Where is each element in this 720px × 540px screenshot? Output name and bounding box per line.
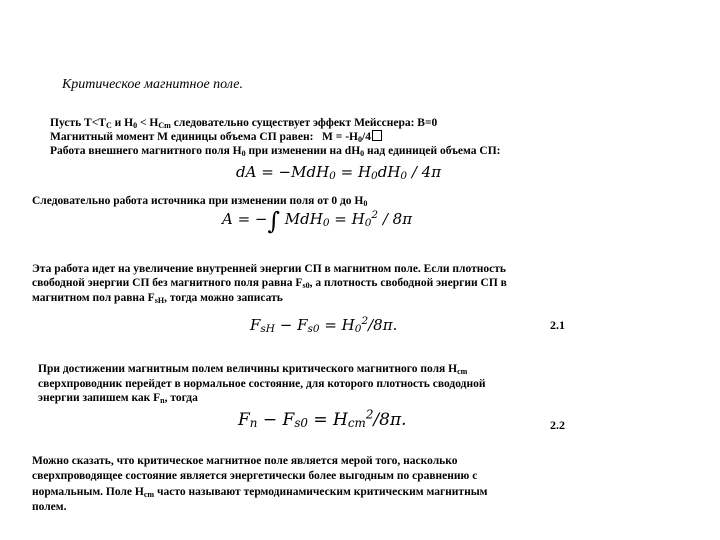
para5-line-2: сверхпроводящее состояние является энергетически более выгодным по сравнению с: [32, 470, 478, 482]
para4-line-1: При достижении магнитным полем величины критического магнитного поля $Н_{cm}$: [38, 363, 468, 376]
para5-line-4: полем.: [32, 501, 67, 513]
para5-line-3: нормальным. Поле $Н_{cm}$ часто называют термодинамическим критическим магнитным: [32, 486, 488, 499]
para4-line-2: сверхпроводник перейдет в нормальное состояние, для которого плотность свододной: [38, 378, 486, 390]
work-source-text: Следовательно работа источника при изменении поля от 0 до $Н_0$: [32, 195, 368, 208]
para5-line-1: Можно сказать, что критическое магнитное поле является мерой того, насколько: [32, 455, 458, 467]
para3-line-2: свободной энергии СП без магнитного поля равна $F_{s0}$, а плотность свободной энергии СП в: [32, 277, 507, 290]
intro-line-2: Магнитный момент М единицы объема СП равен: $М = -Н_0/4$: [50, 130, 382, 145]
intro-line-1: Пусть $Т<Т_C$ и $Н_0 < Н_{Cm}$ следовательно существует эффект Мейсснера: В=0: [50, 117, 438, 130]
para3-line-1: Эта работа идет на увеличение внутренней энергии СП в магнитном поле. Если плотность: [32, 263, 506, 275]
para3-line-3: магнитном пол равна $F_{sH}$, тогда можно записать: [32, 292, 283, 305]
formula-work-differential: dA = $-MdH_0 = H_0dH_0 / 4\pi$: [236, 163, 442, 182]
para4-line-3: энергии запишем как $F_n$, тогда: [38, 392, 198, 405]
formula-free-energy-sh: $F_{sH} - F_{s0} = H_0^2/8\pi$.: [250, 315, 398, 335]
intro-line-3: Работа внешнего магнитного поля $Н_0$ при изменении на $dН_0$ над единицей объема СП:: [50, 145, 501, 158]
formula-free-energy-n: $F_n - F_{s0} = H_{cm}^2/8\pi$.: [238, 407, 407, 430]
slide-title: Критическое магнитное поле.: [62, 77, 243, 92]
formula-work-integral: A = −∫ $MdH_0 = H_0^2 / 8\pi$: [222, 207, 413, 235]
equation-number-2-1: 2.1: [550, 318, 565, 332]
missing-glyph-icon: [372, 130, 382, 141]
equation-number-2-2: 2.2: [550, 418, 565, 432]
